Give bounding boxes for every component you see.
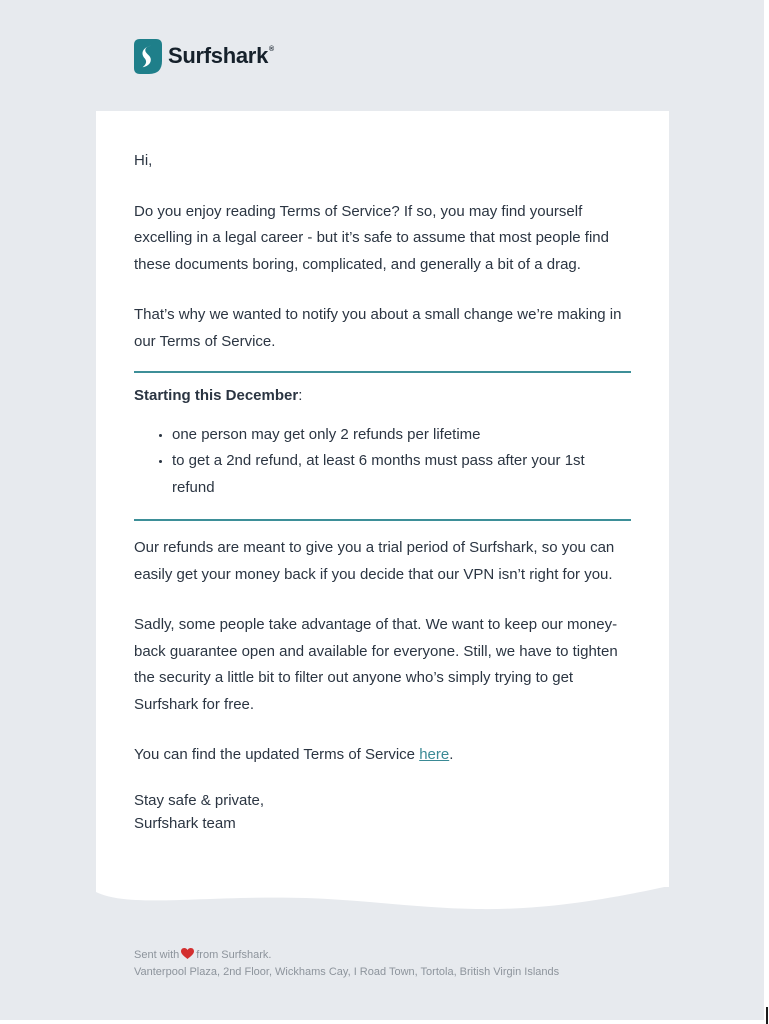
highlight-heading: Starting this December [134,387,299,404]
heart-icon [181,948,194,959]
highlight-heading-suffix: : [298,387,303,404]
surfshark-logo[interactable] [134,38,274,74]
sent-with-line [134,947,559,964]
refund-paragraph: Our refunds are meant to give you a trial period of Surfshark, so you can easily get your money back if you decide that our VPN isn’t right for you. [134,539,615,583]
signoff [134,789,631,835]
scrollbar-edge [766,1007,768,1024]
intro-paragraph: Do you enjoy reading Terms of Service? If so, you may find yourself excelling in a legal career - but it’s safe to assume that most people find these documents boring, complicated, and generally a bit of a drag. [134,202,609,273]
abuse-paragraph: Sadly, some people take advantage of that. We want to keep our money-back guarantee open and available for everyone. Still, we have to tighten the security a little bit to filter out anyone who’s simply trying to get Surfshark for free. [134,616,618,713]
tos-here-link[interactable]: here [419,746,450,763]
signoff-line-1: Stay safe & private, [134,791,265,809]
list-item: • to get a 2nd refund, at least 6 months must pass after your 1st refund [172,448,631,501]
email-body [134,148,631,835]
sent-suffix: from Surfshark. [196,949,272,961]
highlight-bottom-divider [134,519,631,521]
tos-suffix: . [449,746,454,763]
card-wave-edge [96,880,669,920]
tos-paragraph [134,742,631,769]
email-card [96,111,669,887]
refund-policy-list [134,422,631,502]
greeting: Hi, [134,152,153,169]
registered-mark: ® [269,46,274,53]
company-address: Vanterpool Plaza, 2nd Floor, Wickhams Cay, I Road Town, Tortola, British Virgin Islands [134,966,560,978]
list-item: • one person may get only 2 refunds per lifetime [172,422,631,449]
highlight-heading-line [134,383,631,410]
notify-paragraph: That’s why we wanted to notify you about a small change we’re making in our Terms of Service. [134,306,622,350]
brand-wordmark: Surfshark® [168,43,274,68]
signoff-line-2: Surfshark team [134,814,236,832]
tos-prefix: You can find the updated Terms of Service [134,746,420,763]
highlight-box [134,383,631,501]
sent-prefix: Sent with [134,949,180,961]
highlight-top-divider [134,371,631,373]
surfshark-logo-icon [134,39,162,74]
email-footer [134,947,559,981]
